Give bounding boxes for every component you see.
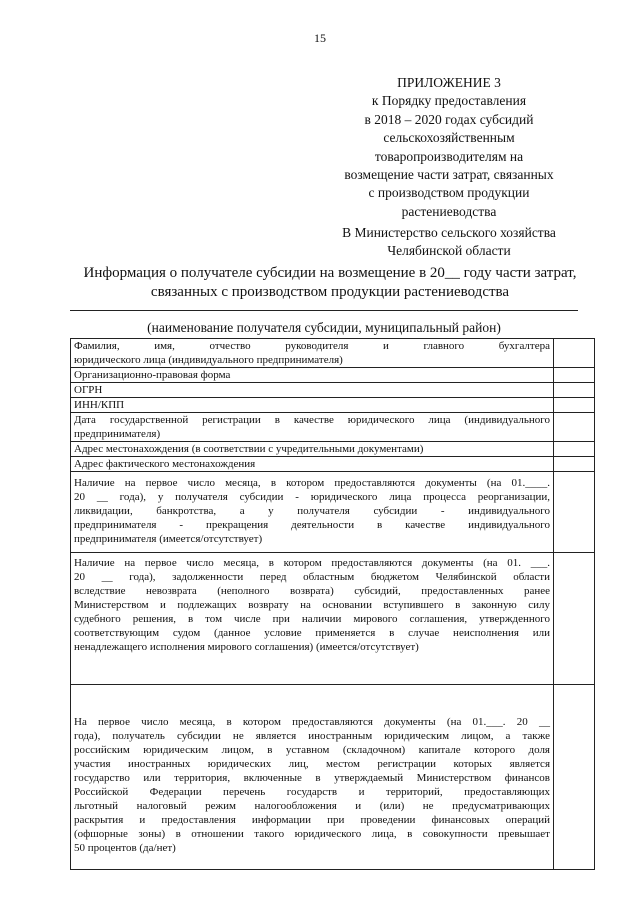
row-label	[71, 472, 554, 553]
appendix-line: растениеводства	[401, 203, 497, 219]
row-label-line: (офшорные зоны) в отношении такого юридического лица, в совокупности превышает	[74, 828, 550, 840]
row-label-line: ИНН/КПП	[74, 399, 125, 411]
appendix-title: ПРИЛОЖЕНИЕ 3	[397, 75, 501, 90]
table-row	[71, 413, 595, 442]
row-label-line: Наличие на первое число месяца, в котором предоставляются документы (на 01. ___.	[74, 557, 550, 569]
document-title-line: связанных с производством продукции растениеводства	[150, 284, 510, 300]
row-label-line: Дата государственной регистрации в качестве юридического лица (индивидуального	[74, 414, 550, 426]
row-label	[71, 339, 554, 368]
row-label-line: судебного решения, в том числе при наличии мирового соглашения, утвержденного	[74, 613, 550, 625]
row-label	[71, 413, 554, 442]
table-row	[71, 383, 595, 398]
row-value-cell[interactable]	[554, 368, 595, 383]
row-label-line: раскрытия и предоставления информации при проведении финансовых операций	[74, 814, 550, 826]
recipient-info-table	[70, 338, 595, 870]
row-label-line: Организационно-правовая форма	[74, 369, 231, 381]
row-label-line: Министерством и подлежащих возврату на основании вступившего в законную силу	[74, 599, 550, 611]
row-label-line: предпринимателя)	[74, 428, 161, 440]
row-label-line: На первое число месяца, в котором предоставляются документы (на 01.___. 20 __	[74, 716, 550, 728]
document-title-line: Информация о получателе субсидии на возмещение в 20__ году части затрат,	[83, 265, 577, 281]
row-label-line: ликвидации, банкротства, а у получателя субсидии - индивидуального	[74, 505, 550, 517]
addressee	[330, 224, 568, 261]
row-label	[71, 553, 554, 685]
row-label-line: ненадлежащего исполнения мирового соглашения) (имеется/отсутствует)	[74, 641, 419, 653]
appendix-line: к Порядку предоставления	[371, 93, 527, 109]
table-row	[71, 472, 595, 553]
row-label-line: участия иностранных юридических лиц, местом регистрации которых является	[74, 758, 550, 770]
row-label-line: вследствие невозврата (неполного возврата) субсидий, предоставленных ранее	[74, 585, 550, 597]
table-row	[71, 368, 595, 383]
row-label	[71, 398, 554, 413]
row-label	[71, 442, 554, 457]
row-label-line: соответствующим судом (данное условие применяется в случае неисполнения или	[74, 627, 550, 639]
row-label-line: Адрес фактического местонахождения	[74, 458, 256, 470]
appendix-line: в 2018 – 2020 годах субсидий	[364, 111, 534, 127]
row-label-line: предпринимателя - прекращения деятельности в качестве индивидуального	[74, 519, 550, 531]
row-label-line: 20 __ года), у получателя субсидии - юридического лица процесса реорганизации,	[74, 491, 550, 503]
row-label-line: Фамилия, имя, отчество руководителя и главного бухгалтера	[74, 340, 550, 352]
row-label-line: ОГРН	[74, 384, 103, 396]
row-label-line: 50 процентов (да/нет)	[74, 842, 176, 854]
row-label	[71, 368, 554, 383]
row-value-cell[interactable]	[554, 472, 595, 553]
recipient-caption: (наименование получателя субсидии, муниципальный район)	[147, 320, 501, 335]
appendix-line: с производством продукции	[368, 185, 530, 201]
appendix-line: товаропроизводителям на	[374, 148, 524, 164]
document-title	[60, 264, 600, 302]
appendix-line: возмещение части затрат, связанных	[344, 167, 554, 183]
appendix-line: сельскохозяйственным	[383, 130, 515, 146]
addressee-line: Челябинской области	[387, 243, 511, 259]
row-label	[71, 383, 554, 398]
appendix-heading	[330, 74, 568, 221]
row-label	[71, 457, 554, 472]
table-row	[71, 553, 595, 685]
row-value-cell[interactable]	[554, 339, 595, 368]
addressee-line: В Министерство сельского хозяйства	[342, 225, 556, 240]
row-value-cell[interactable]	[554, 457, 595, 472]
row-value-cell[interactable]	[554, 442, 595, 457]
row-label-line: государство или территория, включенные в утверждаемый Министерством финансов	[74, 772, 550, 784]
row-value-cell[interactable]	[554, 398, 595, 413]
row-label-line: льготный налоговый режим налогообложения и (или) не предусматривающих	[74, 800, 550, 812]
table-row	[71, 398, 595, 413]
row-label-line: российским юридическим лицом, в уставном (складочном) капитале которого доля	[74, 744, 550, 756]
recipient-name-field[interactable]	[70, 310, 578, 311]
table-row	[71, 442, 595, 457]
row-label-line: Российской Федерации перечень государств и территорий, предоставляющих	[74, 786, 550, 798]
row-label-line: Адрес местонахождения (в соответствии с учредительными документами)	[74, 443, 424, 455]
row-label-line: Наличие на первое число месяца, в котором предоставляются документы (на 01.____.	[74, 477, 550, 489]
row-label-line: года), получатель субсидии не является иностранным юридическим лицом, а также	[74, 730, 550, 742]
row-label-line: предпринимателя (имеется/отсутствует)	[74, 533, 263, 545]
table-row	[71, 685, 595, 870]
page-number: 15	[314, 31, 326, 45]
row-label	[71, 685, 554, 870]
row-value-cell[interactable]	[554, 413, 595, 442]
row-label-line: юридического лица (индивидуального предпринимателя)	[74, 354, 343, 366]
row-value-cell[interactable]	[554, 685, 595, 870]
table-row	[71, 339, 595, 368]
row-value-cell[interactable]	[554, 383, 595, 398]
table-row	[71, 457, 595, 472]
row-value-cell[interactable]	[554, 553, 595, 685]
row-label-line: 20 __ года), задолженности перед областным бюджетом Челябинской области	[74, 571, 550, 583]
